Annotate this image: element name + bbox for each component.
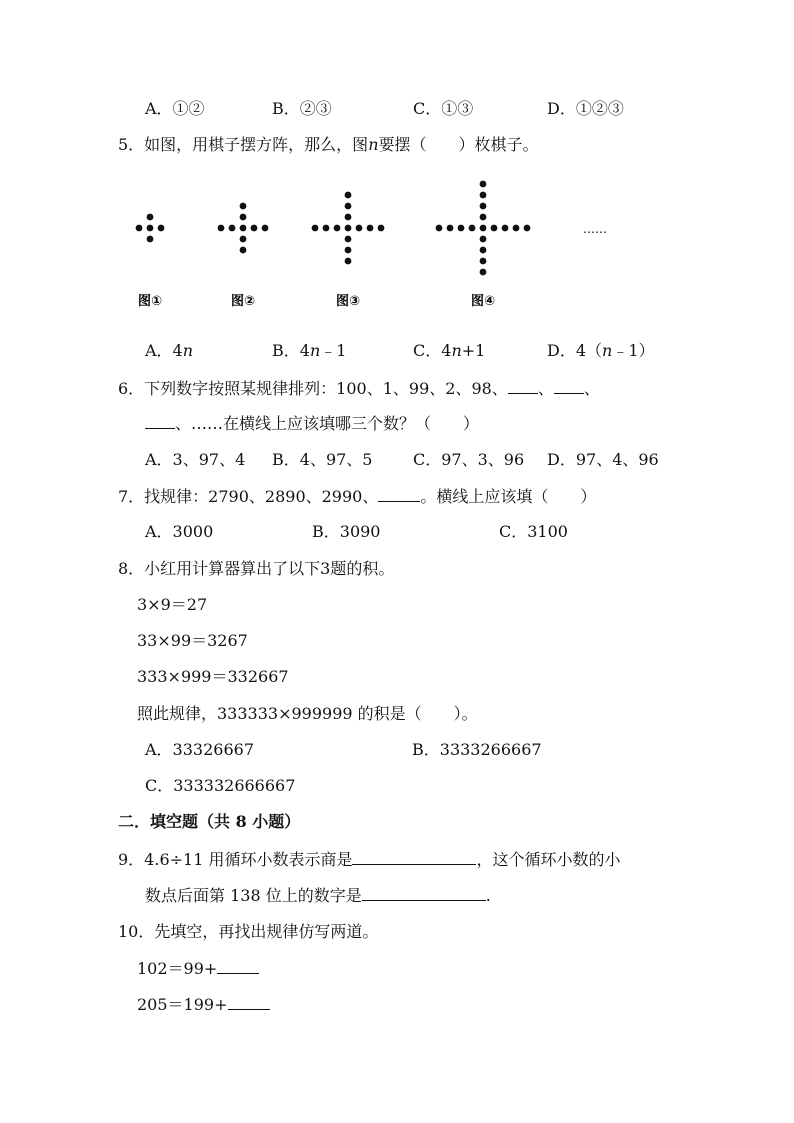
q7-option-a: A．3000 <box>145 522 214 541</box>
q9-stem-line1 <box>118 848 621 871</box>
chess-piece <box>240 247 247 254</box>
chess-piece <box>436 225 443 232</box>
chess-piece <box>480 258 487 265</box>
q10-stem: 10．先填空，再找出规律仿写两道。 <box>118 922 379 941</box>
chess-piece <box>345 203 352 210</box>
q5-option-a <box>145 340 193 362</box>
q5-option-d <box>547 340 655 362</box>
q6-option-d: D．97、4、96 <box>547 450 659 469</box>
q10-blank-2 <box>228 993 270 1010</box>
q7-option-b: B．3090 <box>312 522 381 541</box>
chess-piece <box>229 225 236 232</box>
chess-piece <box>480 192 487 199</box>
chess-piece <box>218 225 225 232</box>
chess-piece <box>502 225 509 232</box>
figure-label: 图④ <box>470 294 496 309</box>
chess-piece <box>312 225 319 232</box>
q5-option-b <box>272 340 346 362</box>
chess-piece <box>323 225 330 232</box>
chess-piece <box>480 181 487 188</box>
q6-option-c: C．97、3、96 <box>413 450 525 469</box>
chess-piece <box>251 225 258 232</box>
q6-stem-line1 <box>118 377 600 400</box>
q6-sep-1: 、 <box>537 379 554 398</box>
chess-piece <box>240 203 247 210</box>
chess-cross-figure <box>130 165 630 325</box>
chess-piece <box>136 225 143 232</box>
q5-opt-d-post: ﹣1） <box>612 341 655 360</box>
q6-option-a: A．3、97、4 <box>145 450 246 469</box>
chess-piece <box>345 258 352 265</box>
q8-stem: 8．小红用计算器算出了以下3题的积。 <box>118 559 395 578</box>
q9-line2-b: . <box>485 886 491 905</box>
q6-option-b: B．4、97、5 <box>272 450 373 469</box>
q4-option-a: A．①② <box>145 99 205 118</box>
q6-blank-3 <box>145 412 175 429</box>
q5-option-c <box>413 340 485 362</box>
chess-piece <box>262 225 269 232</box>
chess-piece <box>345 225 352 232</box>
q5-opt-c-var: n <box>451 341 462 360</box>
chess-piece <box>480 247 487 254</box>
figure-labels <box>138 222 607 309</box>
chess-piece <box>158 225 165 232</box>
chess-piece <box>480 225 487 232</box>
q9-stem-b: ，这个循环小数的小 <box>476 850 621 869</box>
q5-opt-d-pre: D．4（ <box>547 341 603 360</box>
q4-option-d: D．①②③ <box>547 99 624 118</box>
q5-stem <box>118 134 539 156</box>
chess-piece <box>334 225 341 232</box>
q5-opt-b-post: ﹣1 <box>320 341 347 360</box>
figure-label: 图② <box>230 294 256 309</box>
chess-piece <box>240 236 247 243</box>
q8-option-b: B．3333266667 <box>412 740 542 759</box>
q10-blank-1 <box>217 957 259 974</box>
q7-stem-a: 7．找规律：2790、2890、2990、 <box>118 487 379 506</box>
chess-piece <box>447 225 454 232</box>
chess-piece <box>480 203 487 210</box>
chess-piece <box>345 236 352 243</box>
q5-opt-b-var: n <box>309 341 321 360</box>
figure-ellipsis: …… <box>583 222 607 236</box>
q5-opt-c-pre: C．4 <box>413 341 452 360</box>
q10-eq1 <box>137 957 259 980</box>
chess-piece <box>469 225 476 232</box>
q10-eq1-text: 102＝99+ <box>137 959 218 978</box>
q6-stem-tail: 、……在横线上应该填哪三个数？（ ） <box>175 414 480 433</box>
q8-question: 照此规律，333333×999999 的积是（ ）。 <box>137 704 478 723</box>
chess-piece <box>480 214 487 221</box>
q7-stem-b: 。横线上应该填（ ） <box>420 487 597 506</box>
q8-eq3: 333×999＝332667 <box>137 667 289 686</box>
chess-piece <box>480 269 487 276</box>
chess-piece <box>491 225 498 232</box>
q5-opt-b-pre: B．4 <box>272 341 310 360</box>
chess-piece <box>480 236 487 243</box>
chess-piece <box>378 225 385 232</box>
q6-stem-a: 6．下列数字按照某规律排列：100、1、99、2、98、 <box>118 379 508 398</box>
q10-eq2-text: 205＝199+ <box>137 995 228 1014</box>
q6-blank-1 <box>508 377 538 394</box>
chess-piece <box>524 225 531 232</box>
q4-option-b: B．②③ <box>272 99 332 118</box>
chess-piece <box>240 225 247 232</box>
q8-eq2: 33×99＝3267 <box>137 631 248 650</box>
q4-option-c: C．①③ <box>413 99 474 118</box>
q6-stem-line2 <box>145 412 479 435</box>
q9-line2-a: 数点后面第 138 位上的数字是 <box>145 886 362 905</box>
chess-piece <box>147 214 154 221</box>
q8-option-c: C．333332666667 <box>145 776 296 795</box>
q6-blank-2 <box>554 377 584 394</box>
q5-opt-d-var: n <box>602 341 613 360</box>
q7-option-c: C．3100 <box>499 522 568 541</box>
section-title: 二．填空题（共 8 小题） <box>118 812 301 831</box>
q7-blank <box>378 485 420 502</box>
chess-piece <box>356 225 363 232</box>
q6-sep-2: 、 <box>583 379 600 398</box>
q9-blank-1 <box>352 848 476 865</box>
q8-option-a: A．33326667 <box>145 740 254 759</box>
q5-stem-a: 5．如图，用棋子摆方阵，那么，图 <box>118 135 369 154</box>
chess-dots <box>136 181 531 276</box>
chess-piece <box>345 247 352 254</box>
q7-stem <box>118 485 596 508</box>
figure-label: 图① <box>137 294 163 309</box>
q5-stem-b: 要摆（ ）枚棋子。 <box>378 135 539 154</box>
q8-eq1: 3×9＝27 <box>137 595 208 614</box>
chess-piece <box>513 225 520 232</box>
q9-blank-2 <box>362 884 486 901</box>
chess-piece <box>458 225 465 232</box>
chess-piece <box>367 225 374 232</box>
q9-stem-line2 <box>145 884 491 907</box>
chess-piece <box>240 214 247 221</box>
chess-piece <box>345 214 352 221</box>
chess-piece <box>147 236 154 243</box>
q5-opt-a-var: n <box>182 341 194 360</box>
figure-label: 图③ <box>335 294 361 309</box>
chess-piece <box>345 192 352 199</box>
q5-stem-var: n <box>368 135 379 154</box>
q9-stem-a: 9．4.6÷11 用循环小数表示商是 <box>118 850 353 869</box>
q5-opt-c-post: +1 <box>461 341 486 360</box>
chess-piece <box>147 225 154 232</box>
q5-opt-a-pre: A．4 <box>145 341 183 360</box>
q10-eq2 <box>137 993 270 1016</box>
